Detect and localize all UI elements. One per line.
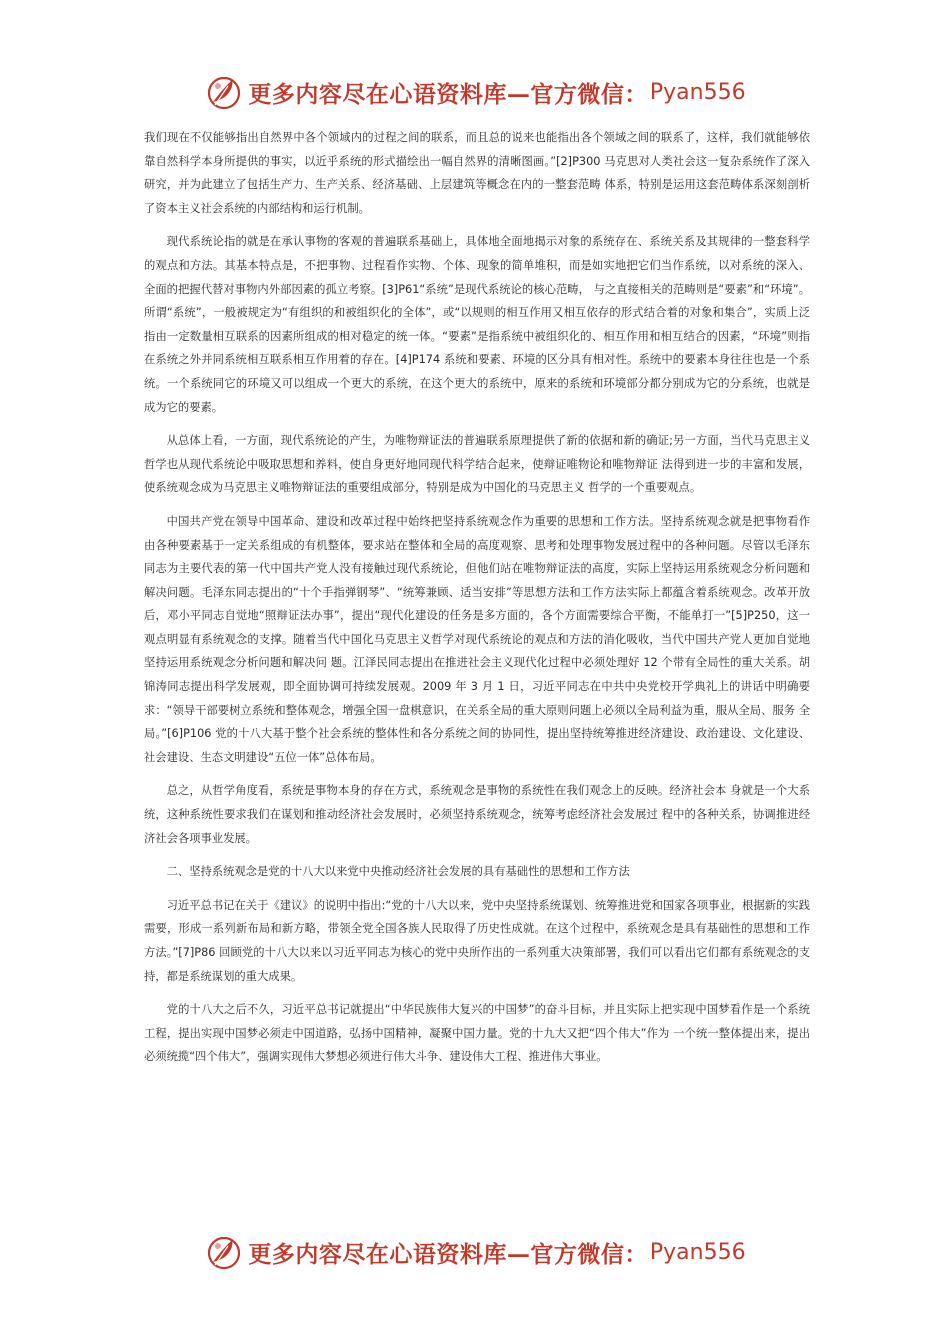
- watermark-banner-top: [0, 72, 950, 112]
- paragraph-2: 现代系统论指的就是在承认事物的客观的普遍联系基础上，具体地全面地揭示对象的系统存在、系统关系及其规律的一整套科学的观点和方法。其基本特点是，不把事物、过程看作实物、个体、现象的简单堆积，而是如实地把它们当作系统，以对系统的深入、全面的把握代替对事物内外部因素的孤立考察。[3]P61“系统”是现代系统论的核心范畴， 与之直接相关的范畴则是“要素”和“环境”。所谓“系统”，一般被规定为“有组织的和被组织化的全体”，或“以规则的相互作用又相互依存的形式结合着的对象和集合”，实质上泛指由一定数量相互联系的因素所组成的相对稳定的统一体。“要素”是指系统中被组织化的、相互作用和相互结合的因素，“环境”则指在系统之外并同系统相互联系相互作用着的存在。[4]P174 系统和要素、环境的区分具有相对性。系统中的要素本身往往也是一个系统。一个系统同它的环境又可以组成一个更大的系统，在这个更大的系统中，原来的系统和环境部分都分别成为它的分系统，也就是成为它的要素。: [144, 235, 810, 414]
- paragraph-7: 党的十八大之后不久，习近平总书记就提出“中华民族伟大复兴的中国梦”的奋斗目标，并且实际上把实现中国梦看作是一个系统工程，提出实现中国梦必须走中国道路，弘扬中国精神，凝聚中国力量。党的十九大又把“四个伟大”作为 一个统一整体提出来，提出必须统揽“四个伟大”，强调实现伟大梦想必须进行伟大斗争、建设伟大工程、推进伟大事业。: [144, 1003, 810, 1064]
- quill-logo-icon: [204, 72, 244, 112]
- paragraph-6: 习近平总书记在关于《建议》的说明中指出:“党的十八大以来，党中央坚持系统谋划、统筹推进党和国家各项事业，根据新的实践需要，形成一系列新布局和新方略，带领全党全国各族人民取得了历史性成就。在这个过程中，系统观念是具有基础性的思想和工作方法。”[7]P86 回顾党的十八大以来以习近平同志为核心的党中央所作出的一系列重大决策部署，我们可以看出它们都有系统观念的支持，都是系统谋划的重大成果。: [144, 898, 810, 983]
- quill-logo-icon: [204, 1232, 244, 1272]
- watermark-wechat-id: Pyan556: [649, 1239, 746, 1265]
- paragraph-5: 总之，从哲学角度看，系统是事物本身的存在方式，系统观念是事物的系统性在我们观念上的反映。经济社会本 身就是一个大系统，这种系统性要求我们在谋划和推动经济社会发展时，必须坚持系统观念，统筹考虑经济社会发展过 程中的各种关系，协调推进经济社会各项事业发展。: [144, 784, 810, 845]
- paragraph-1: 我们现在不仅能够指出自然界中各个领域内的过程之间的联系，而且总的说来也能指出各个领域之间的联系了，这样，我们就能够依靠自然科学本身所提供的事实，以近乎系统的形式描绘出一幅自然界的清晰图画。”[2]P300 马克思对人类社会这一复杂系统作了深入研究，并为此建立了包括生产力、生产关系、经济基础、上层建筑等概念在内的一整套范畴 体系，特别是运用这套范畴体系深刻剖析了资本主义社会系统的内部结构和运行机制。: [144, 131, 810, 215]
- paragraph-3: 从总体上看，一方面，现代系统论的产生，为唯物辩证法的普遍联系原理提供了新的依据和新的确证;另一方面，当代马克思主义哲学也从现代系统论中吸取思想和养料，使自身更好地同现代科学结合起来，使辩证唯物论和唯物辩证 法得到进一步的丰富和发展，使系统观念成为马克思主义唯物辩证法的重要组成部分，特别是成为中国化的马克思主义 哲学的一个重要观点。: [144, 434, 810, 495]
- watermark-wechat-id: Pyan556: [649, 79, 746, 105]
- watermark-text: 更多内容尽在心语资料库—官方微信：: [248, 80, 648, 108]
- watermark-text: 更多内容尽在心语资料库—官方微信：: [248, 1240, 648, 1268]
- paragraph-4: 中国共产党在领导中国革命、建设和改革过程中始终把坚持系统观念作为重要的思想和工作方法。坚持系统观念就是把事物看作由各种要素基于一定关系组成的有机整体，要求站在整体和全局的高度观察、思考和处理事物发展过程中的各种问题。尽管以毛泽东同志为主要代表的第一代中国共产党人没有接触过现代系统论，但他们站在唯物辩证法的高度，实际上坚持运用系统观念分析问题和解决问题。毛泽东同志提出的“十个手指弹钢琴”、“统筹兼顾、适当安排”等思想方法和工作方法实际上都蕴含着系统观念。改革开放后，邓小平同志自觉地“照辩证法办事”，提出“现代化建设的任务是多方面的，各个方面需要综合平衡，不能单打一”[5]P250，这一观点明显有系统观念的支撑。随着当代中国化马克思主义哲学对现代系统论的观点和方法的消化吸收，当代中国共产党人更加自觉地坚持运用系统观念分析问题和解决问 题。江泽民同志提出在推进社会主义现代化过程中必须处理好 12 个带有全局性的重大关系。胡锦涛同志提出科学发展观，即全面协调可持续发展观。2009 年 3 月 1 日，习近平同志在中共中央党校开学典礼上的讲话中明确要求：“领导干部要树立系统和整体观念，增强全国一盘棋意识，在关系全局的重大原则问题上必须以全局利益为重，服从全局、服务 全局。”[6]P106 党的十八大基于整个社会系统的整体性和各分系统之间的协同性，提出坚持统筹推进经济建设、政治建设、文化建设、社会建设、生态文明建设“五位一体”总体布局。: [144, 514, 810, 764]
- watermark-banner-bottom: [0, 1232, 950, 1272]
- section-heading: 二、坚持系统观念是党的十八大以来党中央推动经济社会发展的具有基础性的思想和工作方法: [166, 865, 630, 879]
- document-body: [144, 126, 810, 1079]
